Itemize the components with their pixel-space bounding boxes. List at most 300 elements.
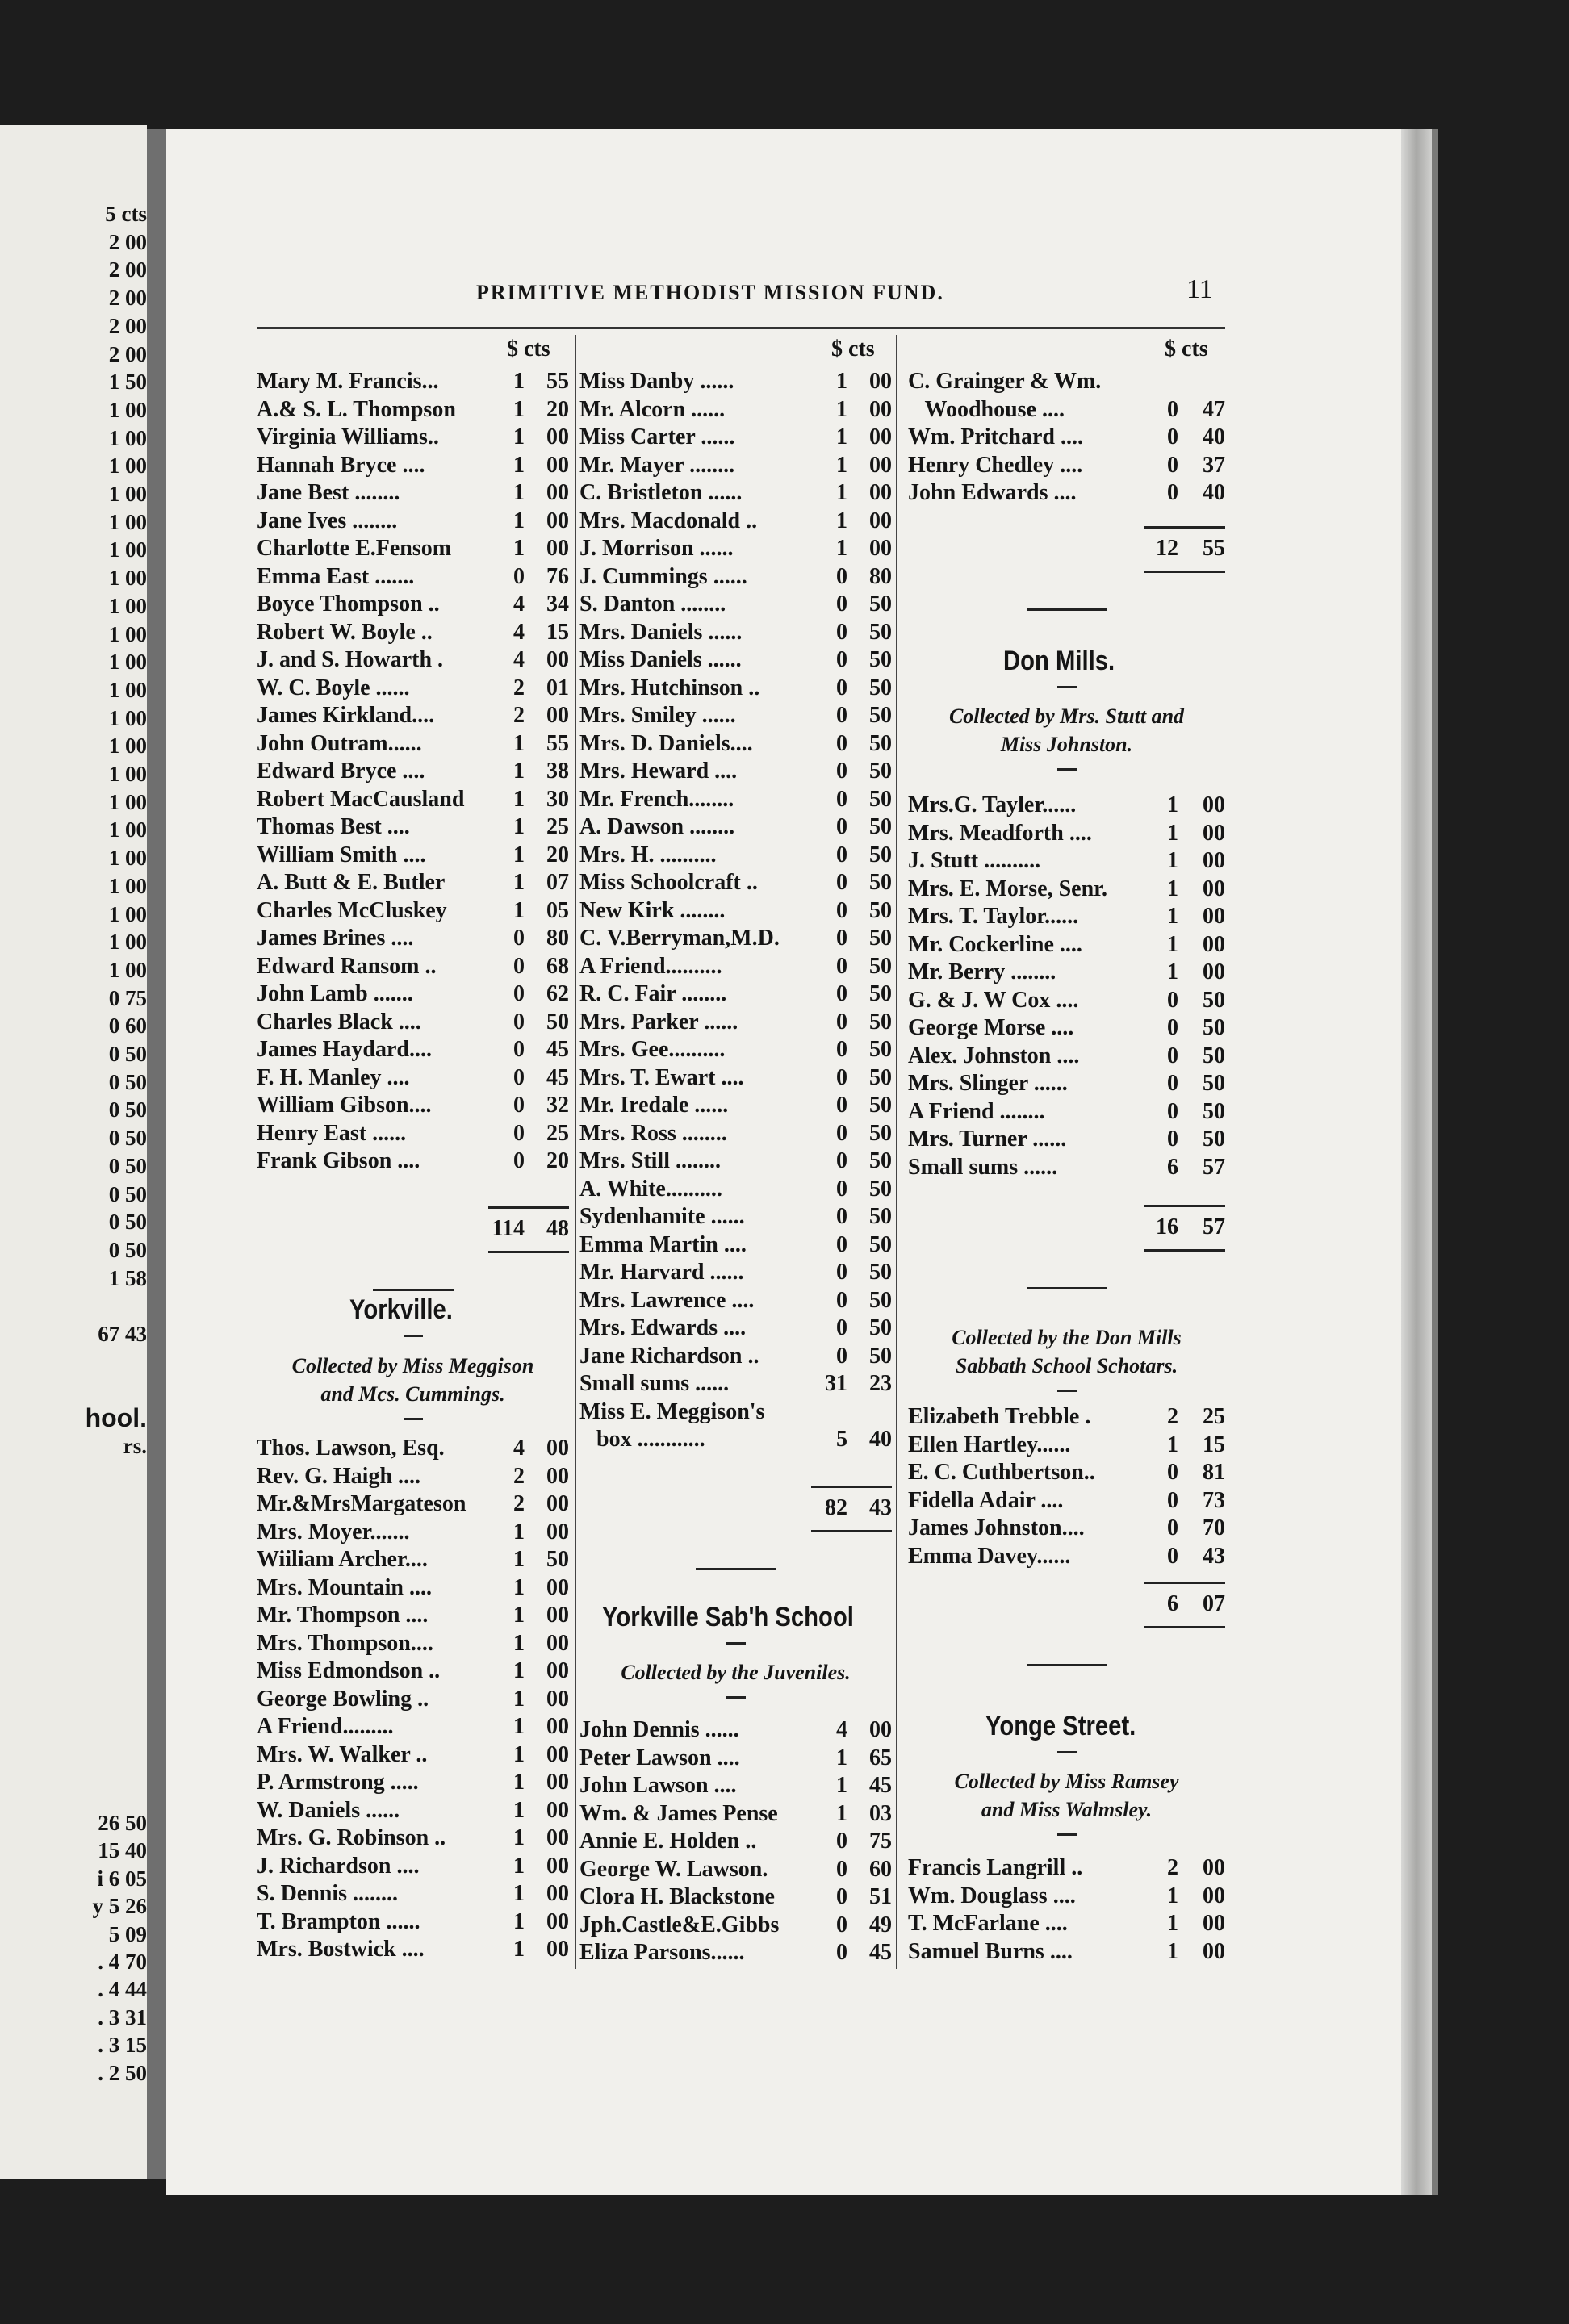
donor-name: Thos. Lawson, Esq. — [257, 1436, 445, 1461]
total-rule — [1144, 1249, 1225, 1252]
donor-name: Robert W. Boyle .. — [257, 619, 433, 645]
amount-cents: 49 — [869, 1912, 892, 1937]
amount-dollars: 1 — [1167, 820, 1178, 846]
donation-entry — [908, 395, 1225, 424]
donor-name: Jane Best ........ — [257, 480, 400, 505]
amount-dollars: 1 — [1167, 1432, 1178, 1457]
donation-entry — [908, 1014, 1225, 1042]
amount-cents: 81 — [1203, 1460, 1225, 1485]
amount-dollars: 0 — [836, 897, 847, 923]
donation-entry — [579, 562, 892, 591]
amount-cents: 25 — [546, 814, 569, 839]
amount-cents: 50 — [1203, 1071, 1225, 1096]
amount-cents: 55 — [546, 730, 569, 756]
amount-cents: 00 — [546, 647, 569, 672]
amount-dollars: 0 — [836, 1120, 847, 1146]
donor-name: Edward Bryce .... — [257, 759, 425, 784]
book-gutter — [147, 129, 166, 2179]
amount-cents: 01 — [546, 675, 569, 700]
donation-entry — [579, 980, 892, 1008]
amount-cents: 00 — [1203, 1911, 1225, 1936]
collector-note: Collected by the Don Mills — [952, 1326, 1182, 1349]
donor-name: A. Butt & E. Butler — [257, 870, 446, 895]
donation-entry — [257, 813, 569, 841]
amount-cents: 50 — [869, 1287, 892, 1313]
amount-dollars: 1 — [1167, 792, 1178, 817]
amount-cents: 00 — [546, 1574, 569, 1600]
facing-page-line: 1 00 — [108, 650, 147, 675]
amount-cents: 70 — [1203, 1515, 1225, 1540]
donor-name: Mrs. Daniels ...... — [579, 619, 743, 645]
amount-dollars: 1 — [513, 452, 525, 478]
facing-page-line: 1 00 — [108, 846, 147, 871]
donation-entry — [579, 897, 892, 925]
donation-entry — [257, 1574, 569, 1602]
donor-name: Small sums ...... — [908, 1154, 1058, 1180]
donation-entry — [257, 1657, 569, 1685]
donation-entry — [579, 646, 892, 674]
amount-cents: 00 — [546, 508, 569, 533]
donation-entry — [257, 674, 569, 702]
donor-name: James Brines .... — [257, 926, 414, 951]
amount-cents: 00 — [869, 536, 892, 561]
donor-name: Charles Black .... — [257, 1009, 421, 1035]
donation-entry — [579, 701, 892, 729]
section-total — [908, 1213, 1225, 1241]
donor-name: Mrs. T. Taylor...... — [908, 904, 1079, 929]
total-rule — [1144, 1626, 1225, 1628]
donation-entry — [579, 1147, 892, 1175]
donor-name: Mrs. Edwards .... — [579, 1315, 747, 1340]
amount-dollars: 0 — [513, 1009, 525, 1035]
donation-entry — [257, 479, 569, 507]
amount-cents: 50 — [546, 1009, 569, 1035]
facing-page-line: 1 58 — [108, 1265, 147, 1290]
donation-entry — [257, 534, 569, 562]
section-separator — [1027, 1664, 1107, 1666]
title-dash — [1057, 686, 1077, 688]
amount-dollars: 0 — [836, 675, 847, 700]
total-rule — [1144, 1205, 1225, 1207]
donor-name: Emma East ....... — [257, 563, 415, 589]
collector-dash — [1057, 1833, 1077, 1836]
amount-cents: 00 — [546, 1519, 569, 1544]
facing-page-line: 1 00 — [108, 873, 147, 898]
amount-cents: 15 — [1203, 1432, 1225, 1457]
donation-entry — [257, 1147, 569, 1175]
donor-name: J. Morrison ...... — [579, 536, 734, 561]
donation-entry — [908, 1069, 1225, 1097]
donor-name: Mrs. W. Walker .. — [257, 1741, 428, 1767]
donation-entry — [579, 1064, 892, 1092]
section-separator — [696, 1568, 776, 1570]
amount-dollars: 2 — [513, 703, 525, 728]
donation-entry — [579, 618, 892, 646]
amount-dollars: 1 — [513, 870, 525, 895]
facing-page-line: . 4 70 — [98, 1950, 147, 1974]
donor-name: Jane Ives ........ — [257, 508, 398, 533]
collector-dash — [404, 1418, 423, 1420]
amount-cents: 34 — [546, 591, 569, 617]
donation-entry — [257, 1490, 569, 1518]
amount-dollars: 1 — [513, 1770, 525, 1795]
amount-cents: 25 — [546, 1120, 569, 1146]
amount-dollars: 0 — [513, 1064, 525, 1090]
amount-dollars: 1 — [513, 536, 525, 561]
amount-dollars: 1 — [836, 1800, 847, 1826]
amount-dollars: 0 — [836, 703, 847, 728]
amount-dollars: 0 — [1167, 1487, 1178, 1513]
amount-cents: 50 — [869, 897, 892, 923]
amount-cents: 00 — [546, 1714, 569, 1739]
donation-entry — [257, 952, 569, 980]
donation-entry — [579, 841, 892, 869]
donation-entry — [579, 757, 892, 785]
facing-page-line: i 6 05 — [97, 1866, 147, 1891]
amount-cents: 75 — [869, 1829, 892, 1854]
amount-dollars: 1 — [513, 1603, 525, 1628]
donation-entry — [908, 1882, 1225, 1910]
amount-dollars: 0 — [1167, 424, 1178, 449]
amount-cents: 38 — [546, 759, 569, 784]
facing-page-line: 1 00 — [108, 509, 147, 534]
donation-entry — [257, 1064, 569, 1092]
amount-cents: 00 — [1203, 1855, 1225, 1880]
amount-dollars: 1 — [513, 730, 525, 756]
donor-name: Mrs. Slinger ...... — [908, 1071, 1068, 1096]
amount-dollars: 0 — [513, 1148, 525, 1173]
donation-entry — [579, 1369, 892, 1398]
amount-cents: 50 — [1203, 1098, 1225, 1124]
donor-name: John Lamb ....... — [257, 981, 413, 1006]
donor-name: Jph.Castle&E.Gibbs — [579, 1912, 780, 1937]
donor-name: Mrs. Ross ........ — [579, 1120, 727, 1146]
donation-entry — [579, 1119, 892, 1147]
donor-name: F. H. Manley .... — [257, 1064, 410, 1090]
section-separator — [1027, 1287, 1107, 1289]
facing-page-line — [0, 1461, 147, 1488]
facing-page-line: 0 50 — [108, 1097, 147, 1122]
donation-entry — [257, 451, 569, 479]
donor-name: Mr. French........ — [579, 786, 734, 812]
donation-entry — [579, 813, 892, 841]
total-dollars: 6 — [1167, 1591, 1178, 1616]
amount-cents: 00 — [869, 480, 892, 505]
donor-name: Miss Daniels ...... — [579, 647, 742, 672]
donor-name: Mrs. Parker ...... — [579, 1009, 738, 1035]
amount-dollars: 0 — [836, 619, 847, 645]
amount-cents: 50 — [869, 1176, 892, 1202]
donor-name: W. Daniels ...... — [257, 1797, 400, 1823]
donor-name: Miss Edmondson .. — [257, 1658, 441, 1683]
amount-dollars: 0 — [513, 1037, 525, 1062]
amount-dollars: 0 — [836, 953, 847, 979]
donor-name: Mr. Thompson .... — [257, 1603, 429, 1628]
donor-name: Miss Schoolcraft .. — [579, 870, 758, 895]
facing-page-line: 1 00 — [108, 789, 147, 814]
donor-name: Wiiliam Archer.... — [257, 1547, 428, 1572]
amount-cents: 50 — [1203, 1126, 1225, 1152]
donor-name: Frank Gibson .... — [257, 1148, 420, 1173]
amount-dollars: 0 — [836, 1009, 847, 1035]
amount-dollars: 1 — [513, 1797, 525, 1823]
total-cents: 55 — [1203, 536, 1225, 561]
amount-dollars: 0 — [836, 1315, 847, 1340]
amount-cents: 00 — [1203, 848, 1225, 873]
donation-entry — [908, 902, 1225, 930]
donor-name: Mrs. Turner ...... — [908, 1126, 1067, 1152]
donor-name: Mrs. Gee.......... — [579, 1037, 726, 1062]
donor-name: William Gibson.... — [257, 1093, 432, 1118]
amount-cents: 80 — [869, 563, 892, 589]
amount-dollars: 4 — [836, 1717, 847, 1742]
donor-name: C. V.Berryman,M.D. — [579, 926, 780, 951]
amount-cents: 50 — [869, 1093, 892, 1118]
donation-entry — [257, 1601, 569, 1629]
amount-cents: 00 — [546, 1463, 569, 1489]
donor-name: Mr. Mayer ........ — [579, 452, 735, 478]
donor-name: Charlotte E.Fensom — [257, 536, 452, 561]
total-cents: 43 — [869, 1495, 892, 1520]
donation-entry — [579, 451, 892, 479]
facing-page-line: 0 50 — [108, 1069, 147, 1094]
donation-entry — [579, 534, 892, 562]
amount-cents: 00 — [869, 452, 892, 478]
donation-entry — [257, 841, 569, 869]
amount-dollars: 0 — [836, 1231, 847, 1257]
facing-page-line: . 2 50 — [98, 2060, 147, 2085]
donor-name: Wm. Douglass .... — [908, 1883, 1076, 1908]
donation-entry — [908, 479, 1225, 507]
section-separator — [1027, 608, 1107, 611]
amount-cents: 00 — [546, 1881, 569, 1906]
amount-cents: 20 — [546, 396, 569, 422]
amount-cents: 00 — [546, 536, 569, 561]
donation-entry — [579, 868, 892, 897]
amount-cents: 50 — [869, 842, 892, 867]
amount-dollars: 1 — [513, 508, 525, 533]
donation-entry — [257, 1712, 569, 1741]
amount-dollars: 1 — [513, 480, 525, 505]
amount-dollars: 1 — [836, 1773, 847, 1798]
donation-entry — [257, 367, 569, 395]
amount-cents: 00 — [1203, 904, 1225, 929]
amount-cents: 07 — [546, 870, 569, 895]
facing-page-line — [0, 1376, 147, 1403]
total-dollars: 16 — [1156, 1214, 1178, 1239]
running-head: PRIMITIVE METHODIST MISSION FUND. — [476, 281, 944, 304]
facing-page-line: 1 00 — [108, 930, 147, 955]
donation-entry — [257, 701, 569, 729]
amount-cents: 43 — [1203, 1543, 1225, 1569]
section-total — [908, 1590, 1225, 1618]
donor-name: New Kirk ........ — [579, 897, 726, 923]
donor-name: Sydenhamite ...... — [579, 1204, 745, 1229]
donor-name: A. White.......... — [579, 1176, 722, 1202]
amount-cents: 00 — [1203, 792, 1225, 817]
amount-dollars: 0 — [836, 1260, 847, 1285]
donation-entry — [908, 1402, 1225, 1431]
donation-entry — [579, 1202, 892, 1231]
donation-entry — [257, 868, 569, 897]
facing-page-line: . 3 15 — [98, 2033, 147, 2058]
amount-cents: 00 — [546, 1603, 569, 1628]
donation-entry — [257, 1629, 569, 1657]
donation-entry — [257, 980, 569, 1008]
donor-name: A.& S. L. Thompson — [257, 396, 456, 422]
donor-name: Woodhouse .... — [908, 396, 1065, 422]
donation-entry — [257, 757, 569, 785]
donation-entry — [257, 646, 569, 674]
donor-name: Charles McCluskey — [257, 897, 447, 923]
amount-cents: 05 — [546, 897, 569, 923]
total-dollars: 12 — [1156, 536, 1178, 561]
amount-cents: 76 — [546, 563, 569, 589]
amount-cents: 50 — [869, 1037, 892, 1062]
amount-dollars: 0 — [1167, 452, 1178, 478]
amount-cents: 00 — [546, 1797, 569, 1823]
facing-page-line: hool. — [85, 1403, 147, 1433]
donor-name: Hannah Bryce .... — [257, 452, 425, 478]
amount-dollars: 1 — [836, 396, 847, 422]
donation-entry — [908, 423, 1225, 451]
amount-cents: 50 — [869, 591, 892, 617]
amount-dollars: 0 — [836, 1287, 847, 1313]
amount-cents: 50 — [869, 1148, 892, 1173]
donation-entry — [257, 395, 569, 424]
collector-note: Collected by the Juveniles. — [621, 1661, 851, 1684]
facing-page-line: 1 00 — [108, 425, 147, 450]
amount-dollars: 1 — [513, 1881, 525, 1906]
donor-name: William Smith .... — [257, 842, 426, 867]
facing-page-line: 1 00 — [108, 482, 147, 506]
donation-entry — [908, 986, 1225, 1014]
amount-dollars: 0 — [1167, 1015, 1178, 1040]
collector-note: Collected by Miss Ramsey — [954, 1770, 1179, 1793]
donation-entry — [579, 1258, 892, 1286]
amount-cents: 50 — [869, 675, 892, 700]
donor-name: C. Bristleton ...... — [579, 480, 743, 505]
donor-name: Small sums ...... — [579, 1371, 730, 1396]
amount-cents: 50 — [869, 1260, 892, 1285]
amount-dollars: 0 — [836, 1912, 847, 1937]
amount-dollars: 1 — [1167, 1911, 1178, 1936]
facing-page-line: 2 00 — [108, 257, 147, 282]
amount-dollars: 1 — [1167, 876, 1178, 901]
donor-name: Henry East ...... — [257, 1120, 407, 1146]
collector-note: Collected by Miss Meggison — [291, 1354, 534, 1377]
amount-dollars: 0 — [836, 591, 847, 617]
facing-page-line: 67 43 — [98, 1322, 147, 1346]
donation-entry — [579, 423, 892, 451]
donation-entry — [257, 1796, 569, 1825]
amount-cents: 25 — [1203, 1404, 1225, 1429]
donation-entry — [257, 924, 569, 952]
facing-page-line: 15 40 — [98, 1838, 147, 1863]
amount-dollars: 0 — [1167, 1543, 1178, 1569]
amount-cents: 15 — [546, 619, 569, 645]
donor-name: Mrs. Mountain .... — [257, 1574, 432, 1600]
amount-dollars: 0 — [836, 981, 847, 1006]
donation-entry — [579, 1008, 892, 1036]
facing-page-line: 1 00 — [108, 901, 147, 926]
amount-cents: 80 — [546, 926, 569, 951]
facing-page-line: 0 50 — [108, 1237, 147, 1262]
donation-entry — [579, 1744, 892, 1772]
amount-cents: 32 — [546, 1093, 569, 1118]
donation-entry — [579, 1398, 892, 1426]
amount-dollars: 0 — [836, 814, 847, 839]
title-dash — [404, 1335, 423, 1337]
donor-name: Emma Martin .... — [579, 1231, 747, 1257]
donor-name: Mrs. G. Robinson .. — [257, 1825, 446, 1850]
facing-page-line: 0 50 — [108, 1153, 147, 1178]
amount-dollars: 4 — [513, 619, 525, 645]
donation-entry — [579, 924, 892, 952]
amount-cents: 50 — [869, 870, 892, 895]
donation-entry — [257, 1008, 569, 1036]
facing-page-line: 0 50 — [108, 1126, 147, 1151]
facing-page-line: 26 50 — [98, 1811, 147, 1835]
section-total — [579, 1494, 892, 1522]
donor-name: Thomas Best .... — [257, 814, 410, 839]
donation-entry — [908, 1486, 1225, 1515]
amount-dollars: 0 — [836, 1093, 847, 1118]
donation-entry — [579, 1855, 892, 1883]
facing-page-line: 0 50 — [108, 1210, 147, 1235]
donation-entry — [257, 1035, 569, 1064]
amount-cents: 00 — [546, 1937, 569, 1962]
amount-cents: 00 — [546, 424, 569, 449]
donation-entry — [579, 479, 892, 507]
amount-cents: 20 — [546, 1148, 569, 1173]
donation-entry — [579, 785, 892, 813]
amount-cents: 50 — [869, 759, 892, 784]
facing-page-line: 1 00 — [108, 957, 147, 982]
amount-dollars: 0 — [836, 1343, 847, 1369]
amount-dollars: 4 — [513, 1436, 525, 1461]
amount-dollars: 0 — [836, 926, 847, 951]
amount-cents: 00 — [546, 1630, 569, 1656]
amount-cents: 23 — [869, 1371, 892, 1396]
column-divider — [575, 335, 576, 1969]
currency-column-header: $ cts — [1165, 336, 1208, 362]
amount-cents: 00 — [869, 396, 892, 422]
donor-name: Mrs. E. Morse, Senr. — [908, 876, 1108, 901]
facing-page-line: . 4 44 — [98, 1977, 147, 2002]
donor-name: James Johnston.... — [908, 1515, 1085, 1540]
donor-name: James Kirkland.... — [257, 703, 435, 728]
donor-name: George Bowling .. — [257, 1686, 429, 1712]
amount-dollars: 0 — [1167, 1043, 1178, 1068]
amount-cents: 00 — [869, 424, 892, 449]
amount-dollars: 0 — [836, 647, 847, 672]
donation-entry — [579, 1883, 892, 1911]
facing-page-line — [0, 1292, 147, 1319]
amount-cents: 00 — [546, 1741, 569, 1767]
donor-name: John Outram...... — [257, 730, 422, 756]
amount-dollars: 0 — [836, 1148, 847, 1173]
amount-dollars: 0 — [836, 1856, 847, 1882]
donation-entry — [257, 897, 569, 925]
donation-entry — [908, 1431, 1225, 1459]
donation-entry — [579, 952, 892, 980]
amount-dollars: 1 — [836, 369, 847, 394]
amount-cents: 00 — [546, 1491, 569, 1516]
amount-cents: 47 — [1203, 396, 1225, 422]
facing-page-line: 1 00 — [108, 566, 147, 591]
amount-dollars: 4 — [513, 591, 525, 617]
